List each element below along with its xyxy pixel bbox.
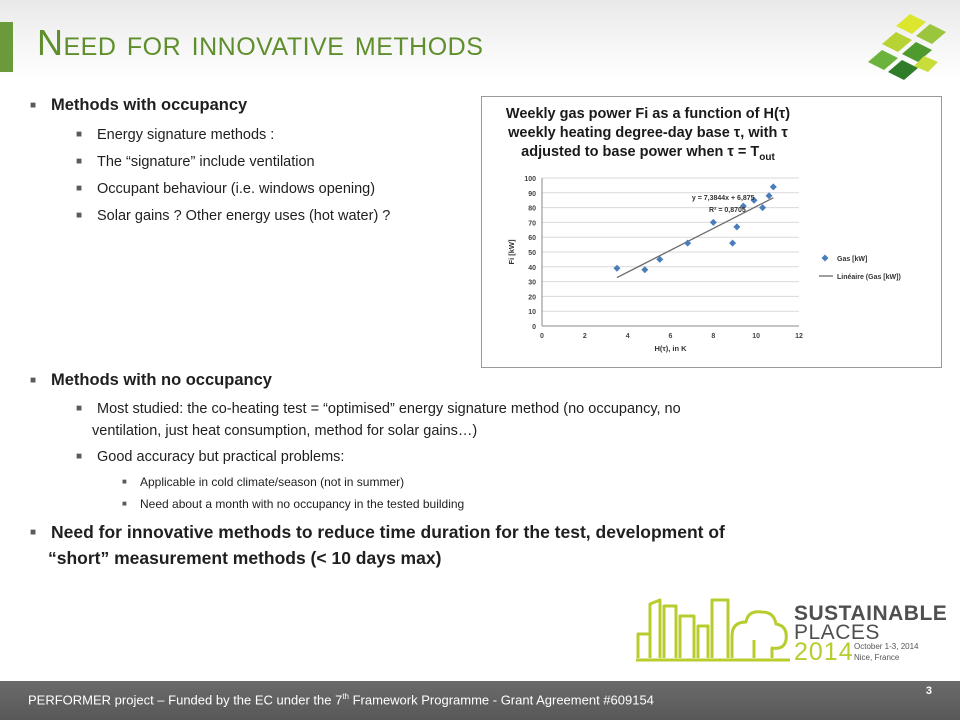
y-tick-label: 20 <box>528 294 536 302</box>
y-tick-label: 70 <box>528 220 536 228</box>
bullet-icon: ■ <box>76 183 83 194</box>
y-axis-label: Fi [kW] <box>507 239 516 265</box>
y-tick-label: 90 <box>528 190 536 198</box>
x-tick-label: 12 <box>795 333 803 340</box>
y-tick-label: 10 <box>528 309 536 317</box>
data-point <box>770 183 777 190</box>
bullet-icon: ■ <box>76 129 83 140</box>
data-point <box>710 219 717 226</box>
list-item: Occupant behaviour (i.e. windows opening) <box>97 181 376 197</box>
chart-panel <box>481 96 942 368</box>
legend-label: Gas [kW] <box>837 256 868 263</box>
event-name-line1: SUSTAINABLE <box>794 602 948 625</box>
sustainable-places-logo <box>636 596 946 668</box>
y-tick-label: 30 <box>528 279 536 287</box>
y-tick-label: 60 <box>528 235 536 243</box>
list-item: Good accuracy but practical problems: <box>97 449 345 465</box>
y-tick-label: 0 <box>532 324 536 331</box>
list-item-continuation: ventilation, just heat consumption, method for solar gains…) <box>92 423 478 439</box>
x-tick-label: 8 <box>711 333 716 340</box>
chart-plot <box>482 97 941 367</box>
x-tick-label: 0 <box>540 333 544 340</box>
section-heading-no-occupancy: Methods with no occupancy <box>51 371 272 389</box>
title-accent-bar <box>0 22 13 72</box>
event-year: 2014 <box>794 638 854 666</box>
data-point <box>641 266 648 273</box>
bullet-icon: ■ <box>30 100 37 111</box>
legend-marker <box>822 255 829 262</box>
trend-r-squared: R² = 0,8705 <box>709 207 746 215</box>
list-item: Most studied: the co-heating test = “optimised” energy signature method (no occupancy, no <box>97 401 681 417</box>
bullet-icon: ■ <box>76 156 83 167</box>
x-tick-label: 2 <box>582 333 587 340</box>
trend-equation: y = 7,3844x + 6,875 <box>691 195 755 203</box>
footer-text-part: PERFORMER project – Funded by the EC under the 7 <box>28 692 343 708</box>
chart-title-text: adjusted to base power when τ = T <box>521 144 760 160</box>
x-axis-label: H(τ), in K <box>654 344 687 353</box>
list-item: Energy signature methods : <box>97 127 275 143</box>
conclusion-line: “short” measurement methods (< 10 days max) <box>48 548 442 568</box>
y-tick-label: 40 <box>528 264 536 272</box>
page-number: 3 <box>925 685 932 697</box>
footer-text-part: Framework Programme - Grant Agreement #609154 <box>349 692 654 708</box>
bullet-icon: ■ <box>122 499 127 508</box>
bullet-icon: ■ <box>122 477 127 486</box>
performer-logo-icon <box>866 10 948 86</box>
legend-label: Linéaire (Gas [kW]) <box>837 274 901 281</box>
y-tick-label: 100 <box>524 176 536 183</box>
x-tick-label: 4 <box>625 333 630 340</box>
chart-title-line: weekly heating degree-day base τ, with τ <box>508 125 788 141</box>
event-date: October 1-3, 2014 <box>854 642 919 651</box>
list-item: The “signature” include ventilation <box>97 154 315 170</box>
bullet-icon: ■ <box>30 527 37 538</box>
data-point <box>613 265 620 272</box>
bullet-icon: ■ <box>30 375 37 386</box>
data-point <box>733 223 740 230</box>
bullet-icon: ■ <box>76 210 83 221</box>
list-item: Solar gains ? Other energy uses (hot water) ? <box>97 208 391 224</box>
footer-text-sup: th <box>342 692 349 701</box>
y-tick-label: 80 <box>528 205 536 213</box>
chart-title-line: Weekly gas power Fi as a function of H(τ) <box>505 106 791 122</box>
footer-funding-text <box>28 692 654 707</box>
conclusion-line: Need for innovative methods to reduce time duration for the test, development of <box>51 522 725 542</box>
x-tick-label: 6 <box>668 333 673 340</box>
x-tick-label: 10 <box>752 333 761 340</box>
sub-list-item: Applicable in cold climate/season (not in summer) <box>140 475 405 489</box>
footer-bar <box>0 681 960 720</box>
city-skyline-icon <box>636 596 792 666</box>
section-heading-occupancy: Methods with occupancy <box>51 96 248 114</box>
y-tick-label: 50 <box>528 250 536 257</box>
event-name-line2: PLACES <box>794 621 880 644</box>
chart-title-subscript: out <box>759 151 775 163</box>
bullet-icon: ■ <box>76 403 83 414</box>
sub-list-item: Need about a month with no occupancy in the tested building <box>140 497 465 511</box>
slide-title: Need for innovative methods <box>37 22 484 63</box>
bullet-icon: ■ <box>76 451 83 462</box>
data-point <box>729 240 736 247</box>
event-place: Nice, France <box>854 653 900 662</box>
